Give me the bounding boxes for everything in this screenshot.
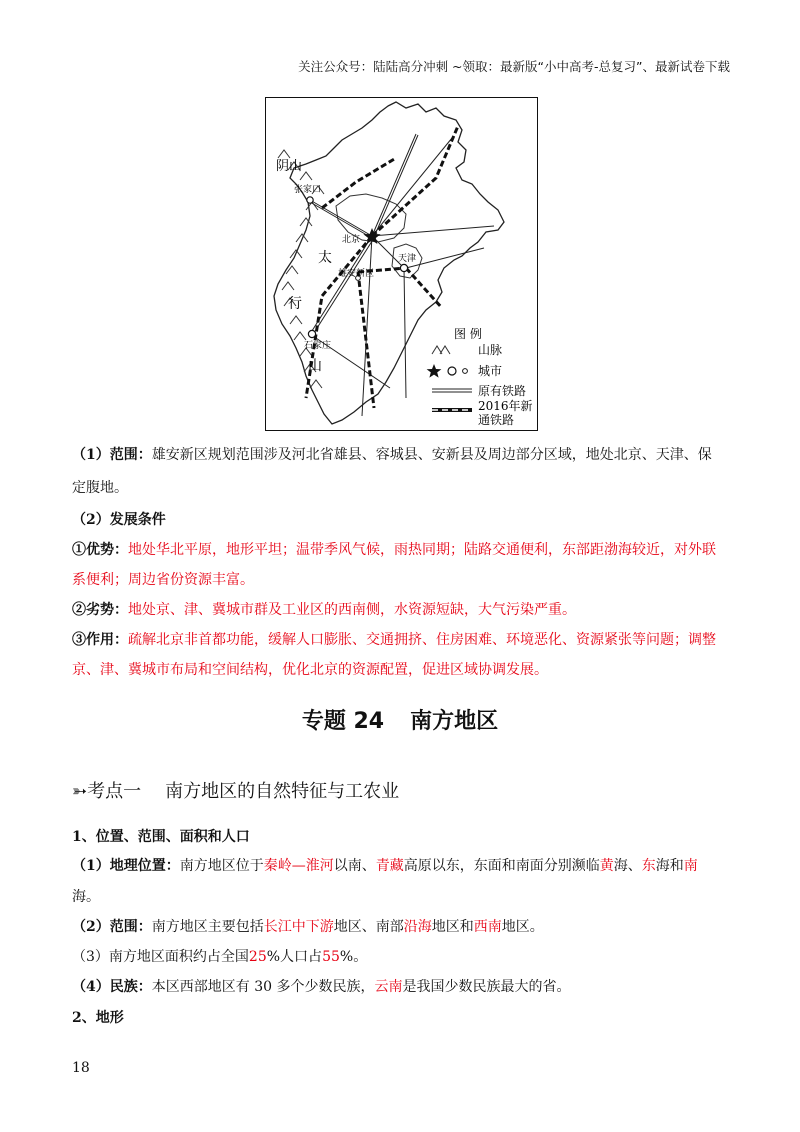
role-line-2: [72, 659, 728, 681]
scope2-text-4: 地区。: [501, 919, 544, 935]
label-beijing: 北京: [342, 235, 361, 245]
legend-star-icon: [427, 364, 442, 378]
scope2-red-1: 长江中下游: [263, 919, 334, 935]
label-xiongan: 雄安新区: [338, 269, 375, 279]
geo-location-line-1: [72, 855, 728, 877]
loc-text-5: 海和: [655, 858, 684, 874]
label-tianjin: 天津: [398, 254, 417, 264]
label-yinshan: 阴山: [276, 159, 303, 174]
scope2-red-3: 西南: [473, 919, 502, 935]
area-text-2: %人口占: [266, 949, 323, 965]
scope2-text-2: 地区、南部: [333, 919, 404, 935]
loc-text-1: 南方地区位于: [179, 858, 264, 874]
scope2-text-3: 地区和: [431, 919, 474, 935]
kaodian-heading: [72, 777, 399, 803]
arrow-bullet-icon: ➳: [72, 781, 88, 802]
label-tai: 太: [318, 250, 332, 266]
disadvantages-line: [72, 599, 728, 621]
scope-label: （1）范围：: [72, 447, 152, 463]
header-note: 关注公众号：陆陆高分冲刺 ~领取：最新版“小中高考-总复习”、最新试卷下载: [298, 59, 730, 74]
kaodian-title: 南方地区的自然特征与工农业: [165, 781, 400, 802]
legend-mountain-icon: [432, 346, 450, 354]
loc-red-2: 青藏: [375, 858, 404, 874]
loc-text-3: 高原以东，东面和南面分别濒临: [403, 858, 600, 874]
loc-text-6: 海。: [72, 889, 100, 905]
legend-old-rail-icon: [432, 389, 472, 392]
advantages-text-1: 地处华北平原，地形平坦；温带季风气候，雨热同期；陆路交通便利，东部距渤海较近，对外联: [128, 542, 716, 558]
legend-new-rail-2: 通铁路: [478, 413, 515, 427]
scope-text-2: 定腹地。: [72, 480, 128, 496]
loc-text-2: 以南、: [333, 858, 376, 874]
area-line: [72, 946, 728, 968]
area-red-1: 25: [248, 949, 267, 965]
disadvantages-text: 地处京、津、冀城市群及工业区的西南侧，水资源短缺，大气污染严重。: [128, 602, 576, 618]
legend-city-large-icon: [448, 367, 456, 375]
terrain-heading: 2、地形: [72, 1010, 124, 1026]
advantages-text-2: 系便利；周边省份资源丰富。: [72, 572, 254, 588]
legend-old-rail: 原有铁路: [478, 384, 527, 398]
area-text-1: （3）南方地区面积约占全国: [72, 949, 249, 965]
role-text-1: 疏解北京非首都功能，缓解人口膨胀、交通拥挤、住房困难、环境恶化、资源紧张等问题；调整: [128, 632, 716, 648]
area-text-3: %。: [339, 949, 368, 965]
label-hang: 行: [288, 296, 302, 312]
scope-line-2: [72, 477, 728, 499]
label-shan: 山: [308, 358, 322, 374]
advantages-line-2: [72, 569, 728, 591]
zhangjiakou-city-icon: [307, 197, 313, 203]
ethnic-line: [72, 976, 728, 998]
advantages-line-1: [72, 539, 728, 561]
legend-mountain: 山脉: [478, 343, 503, 357]
loc-text-4: 海、: [613, 858, 642, 874]
topic-title: [0, 704, 800, 735]
map-svg: [266, 98, 537, 430]
loc-red-1: 秦岭—淮河: [263, 858, 334, 874]
disadvantages-label: ②劣势：: [72, 602, 128, 618]
south-scope-line: [72, 916, 728, 938]
advantages-label: ①优势：: [72, 542, 128, 558]
legend-city: 城市: [478, 364, 503, 378]
new-railways: [306, 126, 458, 408]
south-scope-label: （2）范围：: [72, 919, 152, 935]
scope-line-1: [72, 444, 728, 466]
page-number: 18: [72, 1060, 90, 1076]
geo-location-line-2: [72, 886, 728, 908]
topic-name: 南方地区: [410, 709, 499, 734]
scope2-red-2: 沿海: [403, 919, 432, 935]
legend-city-small-icon: [463, 369, 468, 374]
loc-red-5: 南: [683, 858, 698, 874]
legend-title: 图 例: [454, 327, 482, 341]
role-line-1: [72, 629, 728, 651]
loc-red-4: 东: [641, 858, 656, 874]
label-zhangjiakou: 张家口: [294, 185, 322, 195]
legend-new-rail-1: 2016年新: [478, 399, 533, 413]
scope-text-1: 雄安新区规划范围涉及河北省雄县、容城县、安新县及周边部分区域，地处北京、天津、保: [151, 447, 712, 463]
scope2-text-1: 南方地区主要包括: [151, 919, 264, 935]
kaodian-label: 考点一: [87, 781, 142, 802]
area-red-2: 55: [322, 949, 340, 965]
label-shijiazhuang: 石家庄: [304, 341, 332, 351]
location-heading: 1、位置、范围、面积和人口: [72, 829, 250, 845]
ethnic-text-2: 是我国少数民族最大的省。: [402, 979, 571, 995]
map-legend: [427, 326, 533, 427]
role-label: ③作用：: [72, 632, 128, 648]
tianjin-city-icon: [400, 264, 407, 271]
map-figure: [265, 97, 538, 431]
role-text-2: 京、津、冀城市布局和空间结构，优化北京的资源配置，促进区域协调发展。: [72, 662, 548, 678]
ethnic-label: （4）民族：: [72, 979, 152, 995]
shijiazhuang-city-icon: [308, 330, 315, 337]
ethnic-text-1: 本区西部地区有 30 多个少数民族，: [151, 979, 375, 995]
loc-red-3: 黄: [599, 858, 614, 874]
geo-location-label: （1）地理位置：: [72, 858, 180, 874]
ethnic-red-1: 云南: [374, 979, 403, 995]
topic-number: 专题 24: [301, 709, 385, 734]
dev-conditions-heading: （2）发展条件: [72, 512, 166, 528]
